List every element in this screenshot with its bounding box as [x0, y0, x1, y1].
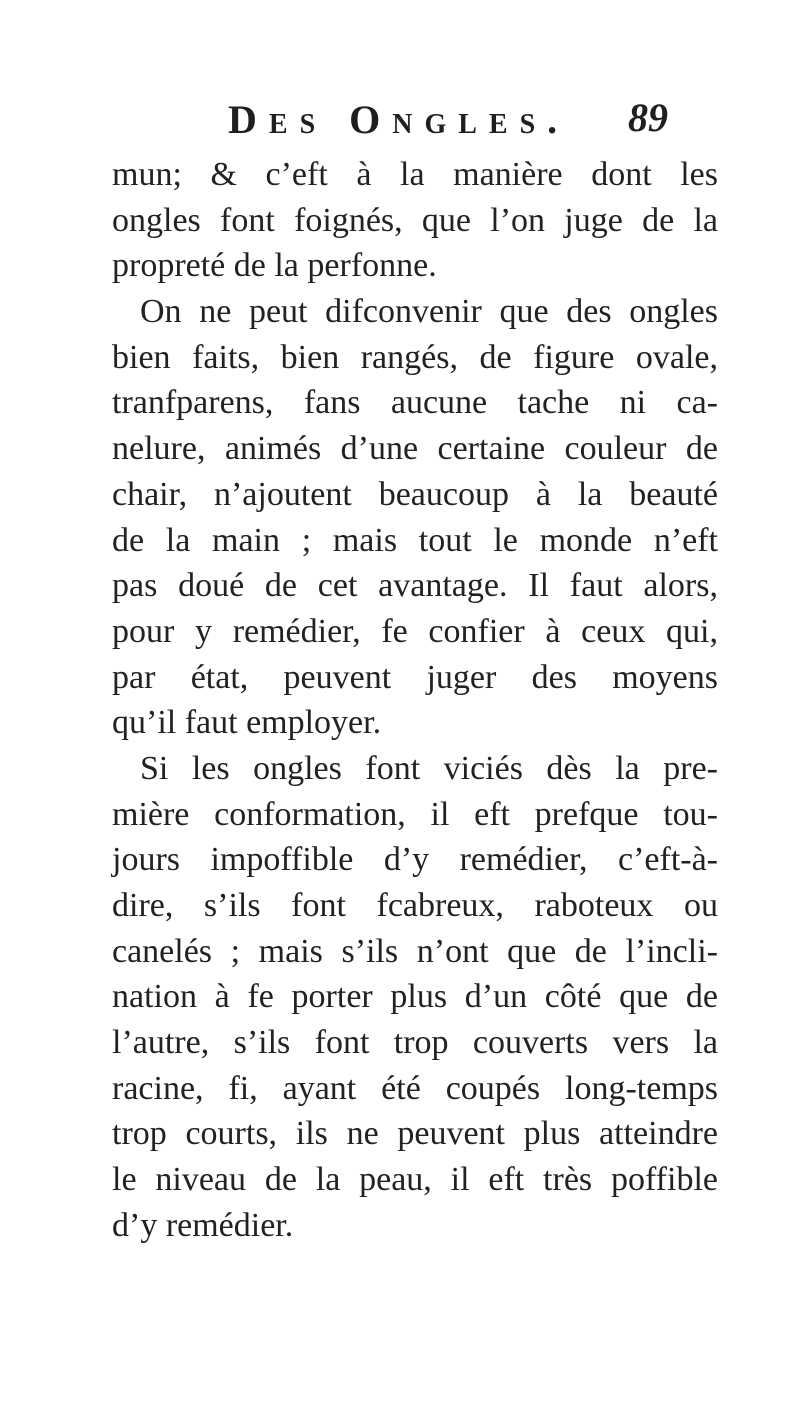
text-line: mun; & c’eft à la manière dont les: [112, 156, 718, 193]
text-line: nation à fe porter plus d’un côté que de: [112, 978, 718, 1016]
text-line: canelés ; mais s’ils n’ont que de l’incli-: [112, 932, 718, 970]
page-number: 89: [628, 95, 668, 140]
text-line: nelure, animés d’une certaine couleur de: [112, 430, 718, 468]
text-line: le niveau de la peau, il eft très poffible: [112, 1161, 718, 1199]
text-line: tranfparens, fans aucune tache ni ca-: [112, 384, 718, 422]
text-line: mière conformation, il eft prefque tou-: [112, 795, 718, 833]
text-line: bien faits, bien rangés, de figure ovale,: [112, 338, 718, 376]
text-line: propreté de la perfonne.: [112, 247, 437, 285]
text-line: chair, n’ajoutent beaucoup à la beauté: [112, 475, 718, 513]
running-title: Des Ongles.: [228, 97, 570, 142]
text-line: jours impoffible d’y remédier, c’eft-à-: [112, 841, 718, 879]
text-line: racine, fi, ayant été coupés long-temps: [112, 1069, 718, 1107]
running-head: [228, 96, 668, 146]
text-line: d’y remédier.: [112, 1206, 294, 1244]
text-line: trop courts, ils ne peuvent plus atteindre: [112, 1115, 718, 1153]
text-line: pour y remédier, fe confier à ceux qui,: [112, 612, 718, 650]
text-line: qu’il faut employer.: [112, 704, 382, 742]
text-line: ongles font foignés, que l’on juge de la: [112, 201, 718, 239]
text-line: l’autre, s’ils font trop couverts vers la: [112, 1024, 718, 1062]
text-line: dire, s’ils font fcabreux, raboteux ou: [112, 887, 718, 924]
paragraph-first-line: Si les ongles font viciés dès la pre-: [140, 749, 718, 787]
text-line: de la main ; mais tout le monde n’eft: [112, 521, 718, 559]
paragraph-first-line: On ne peut difconvenir que des ongles: [140, 293, 718, 331]
text-line: pas doué de cet avantage. Il faut alors,: [112, 567, 718, 605]
body-text: [112, 152, 718, 1249]
text-line: par état, peuvent juger des moyens: [112, 658, 718, 696]
